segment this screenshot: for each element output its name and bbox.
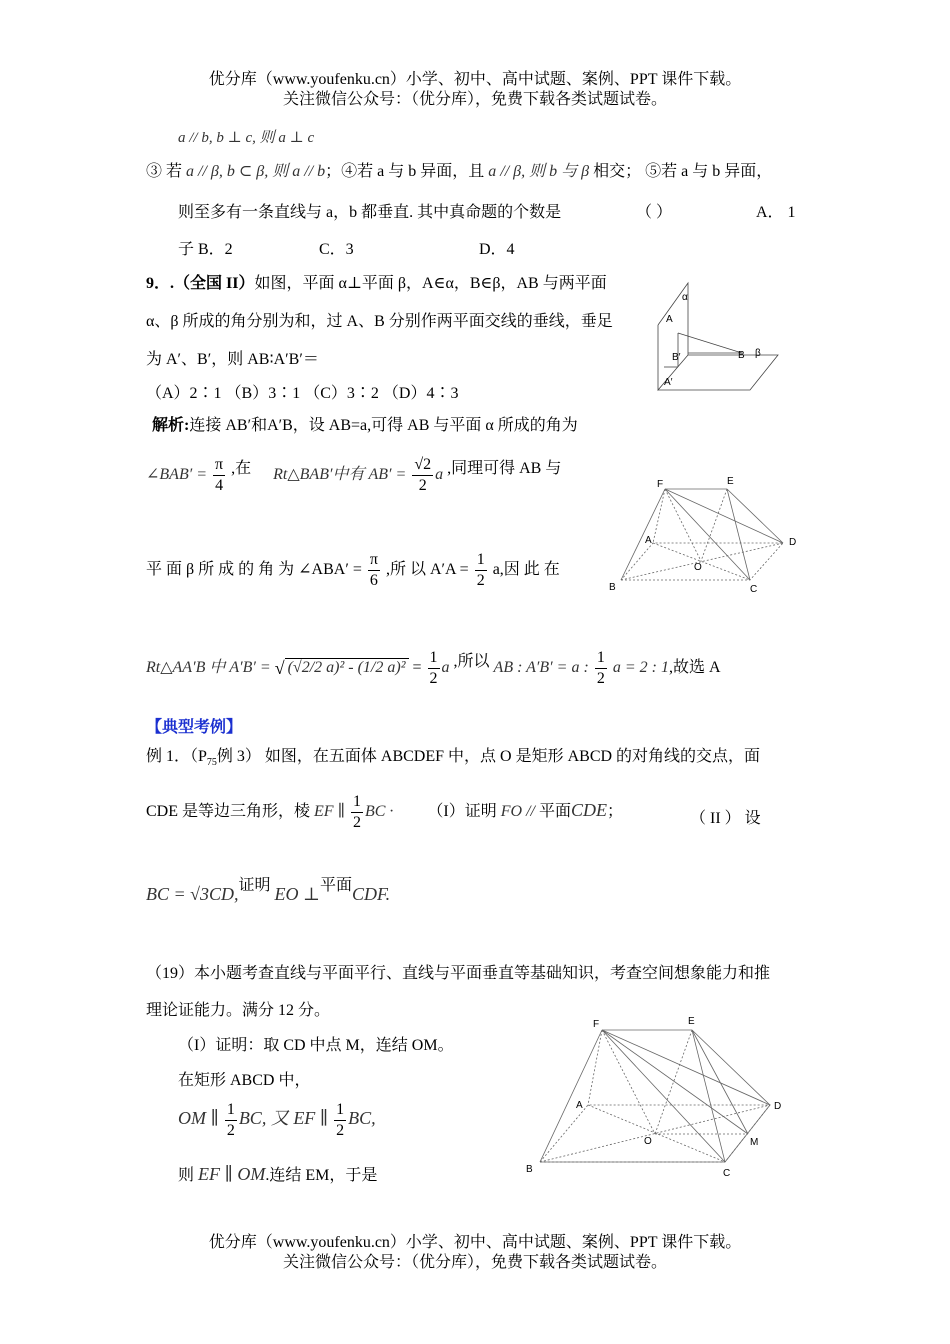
edge-fb-small — [621, 489, 665, 580]
ex1-line3-b: 平面 — [319, 877, 352, 894]
edge-ec-small — [727, 489, 750, 580]
fig2-label-o: O — [694, 562, 702, 573]
ex1-line1-sub: 75 — [206, 757, 217, 769]
fig1-label-alpha: α — [682, 292, 688, 303]
frac-1-2-a-num: 1 — [475, 550, 487, 571]
q9-sol-line4-c: a — [441, 659, 450, 677]
q9-solution-line3 — [146, 550, 560, 591]
frac-pi-6-num: π — [368, 550, 380, 571]
frac-q19-a-num: 1 — [225, 1100, 237, 1121]
q8-line1 — [146, 158, 772, 181]
frac-1-2-a-den: 2 — [476, 572, 485, 589]
q19-line5-m: OM ∥ — [178, 1108, 219, 1129]
edge-fc-small — [665, 489, 750, 580]
frac-1-2-b-den: 2 — [429, 670, 438, 687]
frac-q19-b-num: 1 — [334, 1100, 346, 1121]
q9-sol-line3-b: ,所 以 A′A = — [385, 561, 469, 579]
ex1-line3-m: BC = √3CD, — [146, 884, 239, 904]
q9-sol-line2-d: a — [435, 466, 444, 484]
q8-line2-paren: （ ） — [636, 204, 673, 221]
ex1-line2-e: （ II ） 设 — [690, 810, 761, 827]
q9-sol-line4-b: = — [412, 659, 422, 677]
q8-line1-math2: a // β, 则 b 与 β — [488, 163, 590, 180]
ex1-line2-m3: FO // — [500, 803, 539, 821]
q19-line6-b: .连结 EM，于是 — [265, 1167, 378, 1184]
frac-sqrt2-2-num: √2 — [412, 455, 433, 476]
fig3-label-a: A — [576, 1100, 583, 1111]
fig-pentahedron-small — [605, 475, 805, 595]
frac-q19-a — [225, 1100, 237, 1141]
fig1-label-b: B — [738, 350, 745, 361]
fig3-label-e: E — [688, 1016, 695, 1027]
footer-line-2: 关注微信公众号：（优分库），免费下载各类试题试卷。 — [282, 1254, 667, 1271]
ex1-line3-m2: EO ⊥ — [274, 884, 320, 904]
q9-text2: α、β 所成的角分别为和，过 A、B 分别作两平面交线的垂线，垂足 — [146, 313, 613, 330]
q19-line1: （19）本小题考查直线与平面平行、直线与平面垂直等基础知识，考查空间想象能力和推 — [146, 965, 771, 982]
fig1-label-a: A — [666, 314, 673, 325]
q8-line1-c: 相交； ⑤若 a 与 b 异面， — [589, 163, 773, 180]
frac-pi-6-den: 6 — [369, 572, 378, 589]
q9-sol-line2-b: ,在 — [231, 460, 252, 477]
fig2-label-b: B — [609, 582, 616, 593]
fig1-label-ap: A′ — [664, 377, 673, 388]
fig1-label-bp: B′ — [672, 352, 681, 363]
q8-line0: a // b, b ⊥ c, 则 a ⊥ c — [178, 130, 315, 146]
frac-pi-4-den: 4 — [215, 477, 224, 494]
q19-line4: 在矩形 ABCD 中， — [178, 1072, 311, 1089]
q19-line3: （I）证明：取 CD 中点 M，连结 OM。 — [178, 1037, 454, 1054]
q19-line2: 理论证能力。满分 12 分。 — [146, 1002, 331, 1019]
frac-1-2-c-num: 1 — [595, 648, 607, 669]
diag-ac-large — [588, 1105, 725, 1162]
frac-pi-4-num: π — [213, 455, 225, 476]
fig-perpendicular-planes — [650, 275, 780, 395]
q19-line5 — [178, 1100, 376, 1141]
q8-line2: 则至多有一条直线与 a，b 都垂直. 其中真命题的个数是 — [178, 204, 562, 221]
q9-text3: 为 A′、B′，则 AB∶A′B′＝ — [146, 351, 319, 368]
edge-fa-large — [588, 1030, 602, 1105]
edge-fb-large — [540, 1030, 602, 1162]
ex1-line3-a: 证明 — [238, 877, 271, 894]
edge-ec-large — [692, 1030, 725, 1162]
q9-sol-line3-c: a,因 此 在 — [492, 561, 560, 579]
frac-pi-4 — [213, 455, 225, 496]
q9-options: （A）2∶1 （B）3∶1 （C）3∶2 （D）4∶3 — [146, 385, 459, 402]
fig3-label-f: F — [593, 1019, 600, 1030]
q9-sol-line4-d: ,所以 — [453, 653, 490, 670]
q9-sol-line4-e: AB : A′B′ = a : — [493, 659, 589, 677]
edge-ed-large — [692, 1030, 770, 1105]
fig3-label-m: M — [750, 1137, 759, 1148]
q19-line5-m2: BC, 又 EF ∥ — [238, 1108, 329, 1129]
edge-fo-small — [665, 489, 701, 561]
fig3-label-b: B — [526, 1164, 533, 1175]
frac-1-2-c — [595, 648, 607, 689]
q9-solution-line1 — [152, 412, 578, 435]
footer-line-1: 优分库（www.youfenku.cn）小学、初中、高中试题、案例、PPT 课件下载。 — [208, 1234, 742, 1251]
fig2-label-f: F — [657, 479, 664, 490]
ex1-line2-c: 平面 — [538, 803, 571, 821]
frac-sqrt2-2-den: 2 — [418, 477, 427, 494]
q9-sol-line2-c: Rt△BAB′中有 AB′ = — [273, 466, 407, 484]
q19-line6-m: EF ∥ OM — [198, 1164, 266, 1184]
ex1-line1-b: 例 3） 如图，在五面体 ABCDEF 中，点 O 是矩形 ABCD 的对角线的交点，面 — [216, 748, 761, 765]
q9-sol-line4-g: ,故选 A — [668, 659, 721, 677]
q9-sol-line4-f: a = 2 : 1 — [612, 659, 669, 677]
ex1-line2 — [146, 792, 623, 833]
edge-ed-small — [727, 489, 783, 543]
edge-fm-large — [602, 1030, 748, 1134]
q19-line6 — [178, 1162, 377, 1185]
edge-fo-large — [602, 1030, 655, 1134]
q9-sol-line4-a: Rt△AA′B 中 A′B′ = — [146, 659, 271, 677]
q9-line1 — [146, 270, 607, 293]
q9-solution-line2 — [146, 455, 561, 496]
edge-eo-large — [655, 1030, 692, 1134]
ex1-line3 — [146, 872, 390, 905]
fig2-label-a: A — [645, 535, 652, 546]
frac-ex1-den: 2 — [352, 814, 361, 831]
fig3-label-d: D — [774, 1101, 782, 1112]
frac-q19-b — [334, 1100, 346, 1141]
fig2-label-c: C — [750, 584, 758, 595]
section-title: 【典型考例】 — [146, 719, 243, 736]
fig-pentahedron-large — [520, 1010, 800, 1180]
fig3-label-c: C — [723, 1168, 731, 1179]
frac-sqrt2-2 — [412, 455, 433, 496]
sqrt-sign: √ — [274, 658, 285, 678]
q9-number: 9．.（全国 II） — [146, 275, 255, 292]
ex1-line3-m3: CDF. — [351, 884, 391, 904]
header-line-2: 关注微信公众号：（优分库），免费下载各类试题试卷。 — [282, 91, 667, 108]
frac-1-2-b-num: 1 — [428, 648, 440, 669]
edge-eo-small — [701, 489, 727, 561]
frac-1-2-a — [475, 550, 487, 591]
q9-sol-line2-e: ,同理可得 AB 与 — [447, 460, 562, 477]
angle-bab: ∠BAB′ = — [146, 466, 208, 484]
fig1-label-beta: β — [755, 348, 761, 359]
solution-text1: 连接 AB′和A′B，设 AB=a,可得 AB 与平面 α 所成的角为 — [189, 417, 578, 434]
ex1-line2-b: （I）证明 — [427, 803, 501, 821]
header-line-1: 优分库（www.youfenku.cn）小学、初中、高中试题、案例、PPT 课件下载。 — [208, 71, 742, 88]
q19-line5-m3: BC, — [348, 1108, 376, 1129]
q9-text1: 如图，平面 α⊥平面 β，A∈α，B∈β，AB 与两平面 — [254, 275, 607, 292]
ex1-line2-m: EF ∥ — [314, 803, 345, 821]
frac-ex1-num: 1 — [351, 792, 363, 813]
ex1-line1 — [146, 743, 760, 768]
ex1-line2-m4: CDE — [570, 800, 607, 821]
frac-1-2-c-den: 2 — [596, 670, 605, 687]
q8-option-b: 子 B．2 — [178, 241, 233, 258]
ex1-line2-m2: BC · — [364, 803, 394, 821]
frac-q19-b-den: 2 — [336, 1122, 345, 1139]
q8-line1-math1: a // β, b ⊂ β, 则 a // b — [186, 163, 326, 180]
solution-label: 解析: — [152, 417, 190, 434]
q8-option-a: A． 1 — [756, 204, 796, 221]
fig3-label-o: O — [644, 1136, 652, 1147]
q8-line1-b: ；④若 a 与 b 异面，且 — [325, 163, 489, 180]
frac-q19-a-den: 2 — [226, 1122, 235, 1139]
edge-em-large — [692, 1030, 748, 1134]
frac-ex1-1-2 — [351, 792, 363, 833]
edge-fa-small — [653, 489, 665, 543]
ex1-line1-a: 例 1．（P — [146, 748, 207, 765]
sqrt-radicand: (√2/2 a)² - (1/2 a)² — [285, 658, 409, 676]
frac-1-2-b — [428, 648, 440, 689]
fig2-label-e: E — [727, 476, 734, 487]
q9-sol-line3-a: 平 面 β 所 成 的 角 为 ∠ABA′ = — [146, 561, 362, 579]
ex1-line2-a: CDE 是等边三角形，棱 — [146, 803, 315, 821]
edge-fd-large — [602, 1030, 770, 1105]
edge-fc-large — [602, 1030, 725, 1162]
q8-option-c: C．3 — [319, 241, 354, 258]
frac-pi-6 — [368, 550, 380, 591]
fig2-label-d: D — [789, 537, 797, 548]
ex1-line2-d: ； — [606, 803, 623, 821]
q19-line6-a: 则 — [178, 1167, 199, 1184]
q8-line1-a: ③ 若 — [146, 163, 187, 180]
q9-solution-line4 — [146, 648, 721, 689]
segment-ab — [678, 333, 742, 353]
q8-option-d: D．4 — [479, 241, 515, 258]
